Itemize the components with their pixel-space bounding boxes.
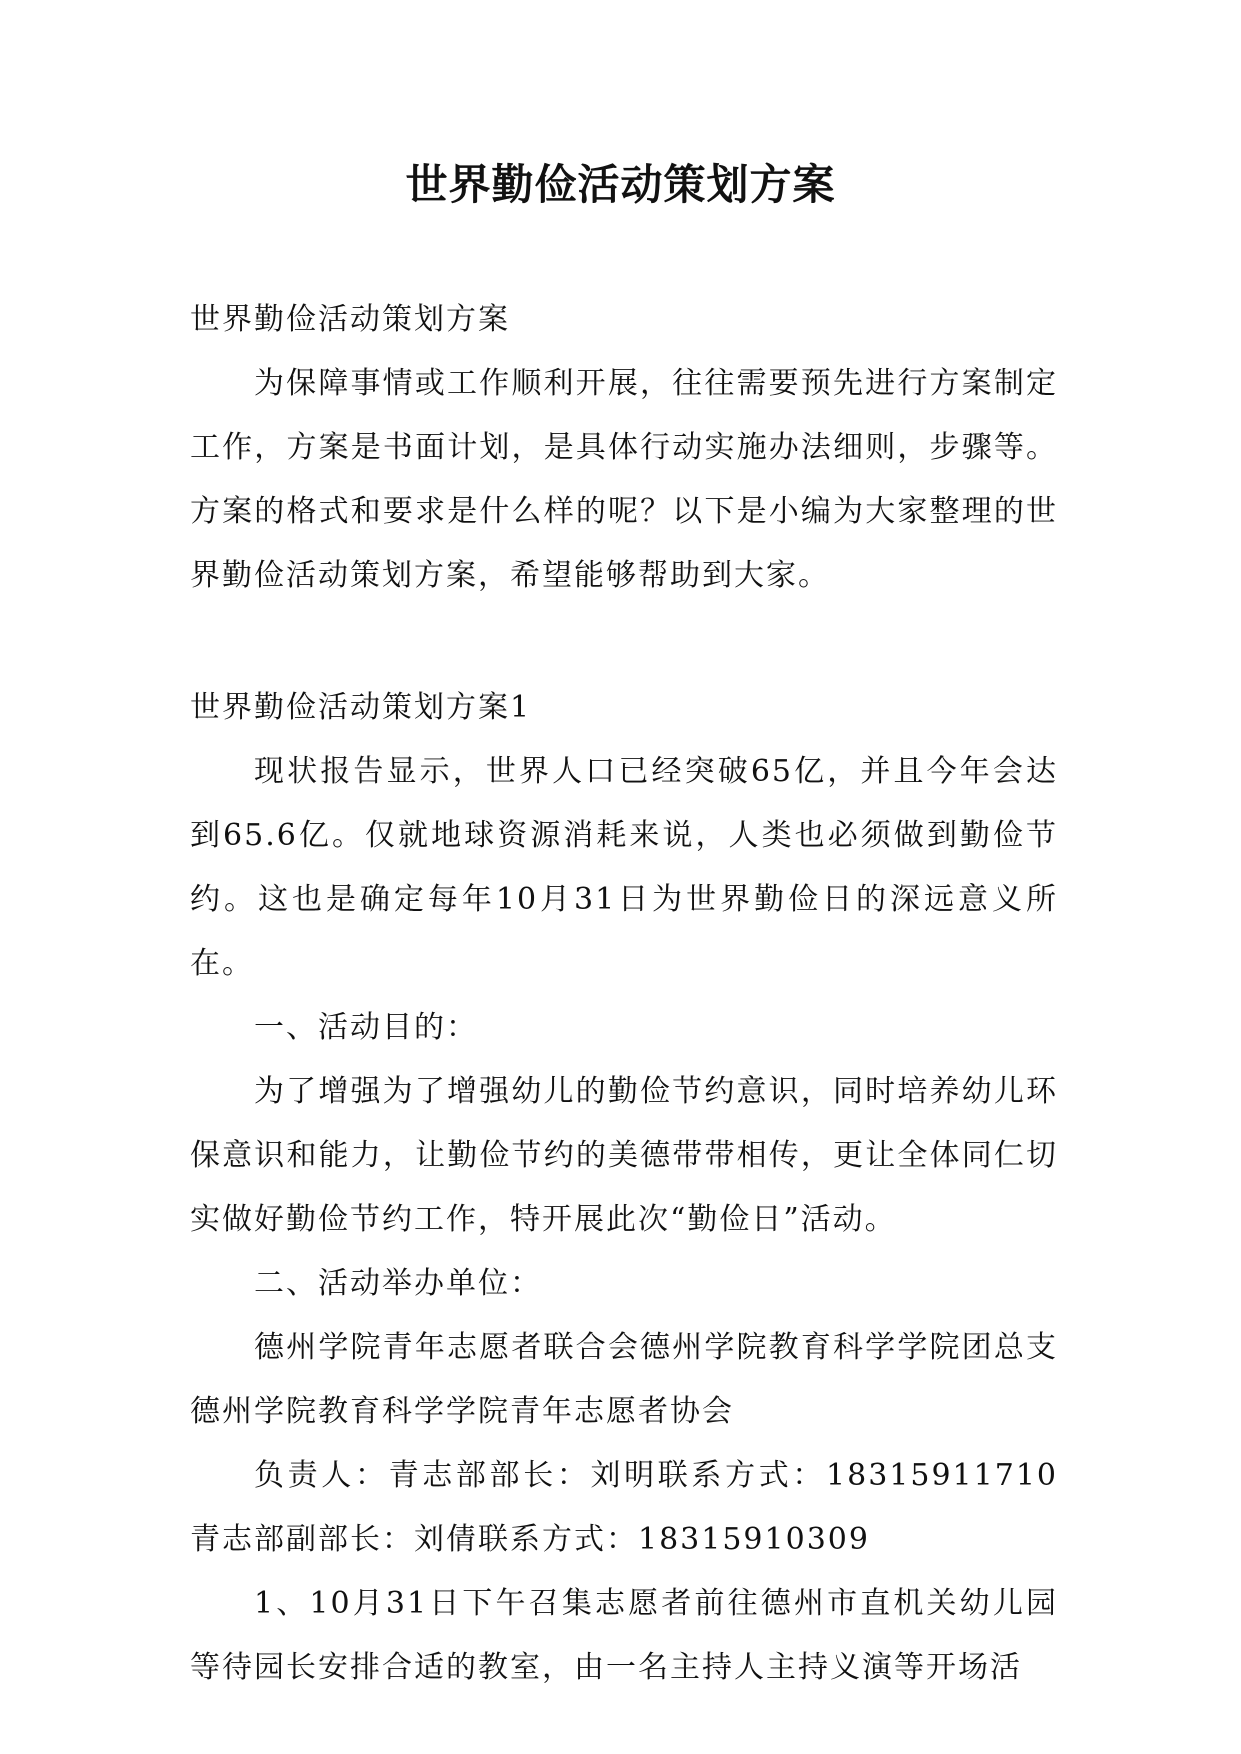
section-spacer [190,608,1058,676]
section-heading: 世界勤俭活动策划方案1 [190,690,532,725]
body-paragraph: 现状报告显示，世界人口已经突破65亿，并且今年会达到65.6亿。仅就地球资源消耗来说，人类也必须做到勤俭节约。这也是确定每年10月31日为世界勤俭日的深远意义所在。 [190,754,1058,981]
intro-paragraph: 为保障事情或工作顺利开展，往往需要预先进行方案制定工作，方案是书面计划，是具体行动实施办法细则，步骤等。方案的格式和要求是什么样的呢？以下是小编为大家整理的世界勤俭活动策划方案，希望能够帮助到大家。 [190,366,1058,593]
heading-organizers: 二、活动举办单位： [254,1266,542,1301]
body-paragraph: 1、10月31日下午召集志愿者前往德州市直机关幼儿园等待园长安排合适的教室，由一名主持人主持义演等开场活 [190,1586,1058,1685]
body-paragraph: 为了增强为了增强幼儿的勤俭节约意识，同时培养幼儿环保意识和能力，让勤俭节约的美德带带相传，更让全体同仁切实做好勤俭节约工作，特开展此次“勤俭日”活动。 [190,1074,1058,1237]
body-paragraph: 负责人：青志部部长：刘明联系方式：18315911710青志部副部长：刘倩联系方式：18315910309 [190,1458,1058,1557]
document-title: 世界勤俭活动策划方案 [405,160,836,209]
document-body [190,288,1058,1700]
body-paragraph: 德州学院青年志愿者联合会德州学院教育科学学院团总支德州学院教育科学学院青年志愿者协会 [190,1330,1058,1429]
document-subtitle: 世界勤俭活动策划方案 [190,302,510,337]
heading-activity-purpose: 一、活动目的： [254,1010,478,1045]
